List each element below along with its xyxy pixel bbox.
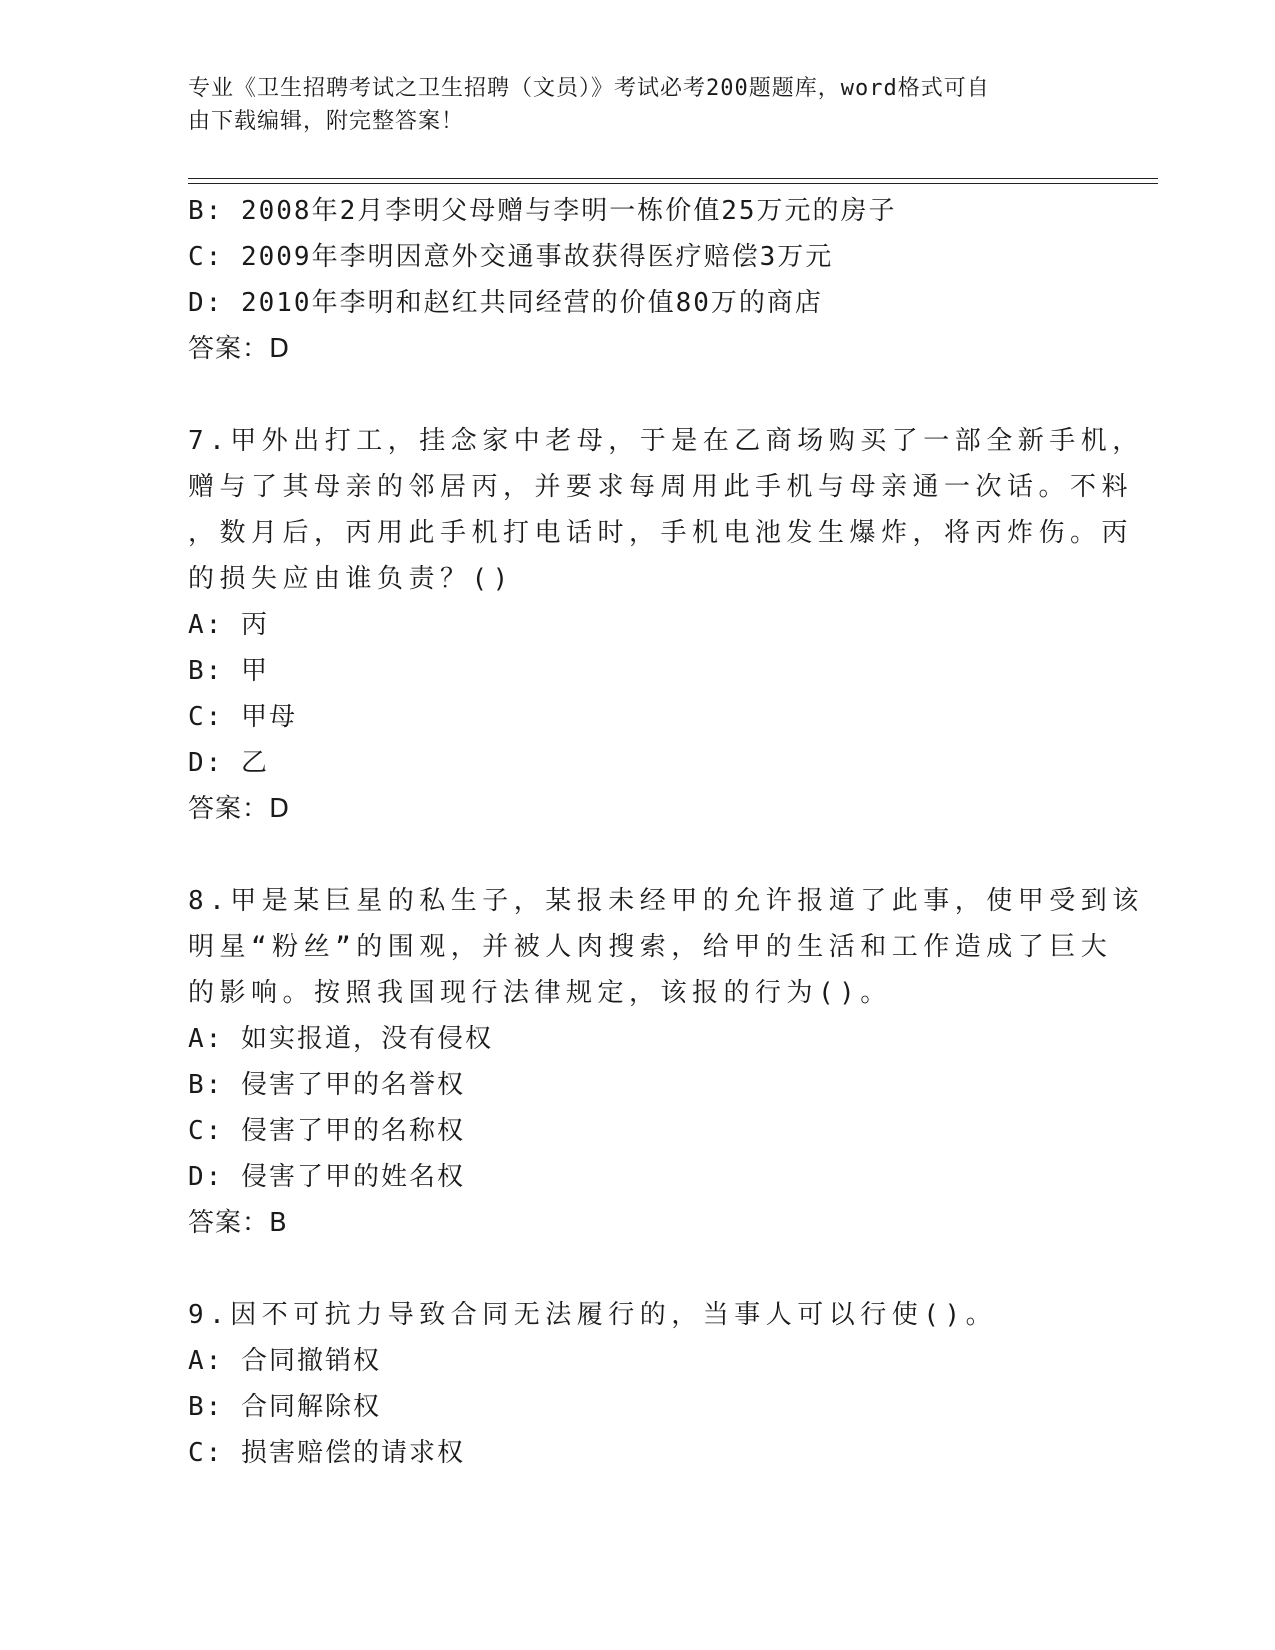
- question-stem-line: 的影响。按照我国现行法律规定，该报的行为()。: [188, 978, 892, 1008]
- option-c: C: 损害赔偿的请求权: [188, 1438, 465, 1468]
- question-stem-line: 赠与了其母亲的邻居丙，并要求每周用此手机与母亲通一次话。不料: [188, 472, 1134, 502]
- option-d: D: 乙: [188, 748, 269, 778]
- question-stem-line: ，数月后，丙用此手机打电话时，手机电池发生爆炸，将丙炸伤。丙: [188, 518, 1134, 548]
- option-c: C: 侵害了甲的名称权: [188, 1116, 465, 1146]
- option-b: B: 2008年2月李明父母赠与李明一栋价值25万元的房子: [188, 196, 897, 226]
- question-stem-line: 8.甲是某巨星的私生子，某报未经甲的允许报道了此事，使甲受到该: [188, 886, 1144, 916]
- header-divider-top: [188, 178, 1158, 179]
- question-8: [188, 878, 1144, 1246]
- option-b: B: 合同解除权: [188, 1392, 381, 1422]
- option-d: D: 侵害了甲的姓名权: [188, 1162, 465, 1192]
- answer-line: 答案：D: [188, 794, 291, 824]
- option-b: B: 侵害了甲的名誉权: [188, 1070, 465, 1100]
- question-9: [188, 1292, 1088, 1476]
- question-stem-line: 明星“粉丝”的围观，并被人肉搜索，给甲的生活和工作造成了巨大: [188, 932, 1113, 962]
- answer-line: 答案：D: [188, 334, 291, 364]
- option-a: A: 丙: [188, 610, 269, 640]
- question-stem-line: 7.甲外出打工，挂念家中老母，于是在乙商场购买了一部全新手机，: [188, 426, 1144, 456]
- header-divider-bottom: [188, 183, 1158, 184]
- question-7: [188, 418, 1144, 832]
- option-a: A: 合同撤销权: [188, 1346, 381, 1376]
- option-c: C: 2009年李明因意外交通事故获得医疗赔偿3万元: [188, 242, 834, 272]
- header-line-2: 由下载编辑，附完整答案！: [188, 109, 465, 134]
- option-b: B: 甲: [188, 656, 269, 686]
- document-header: [188, 72, 1088, 138]
- answer-line: 答案：B: [188, 1208, 288, 1238]
- option-a: A: 如实报道，没有侵权: [188, 1024, 493, 1054]
- spacer: [188, 372, 1088, 418]
- option-c: C: 甲母: [188, 702, 297, 732]
- question-stem-line: 9.因不可抗力导致合同无法履行的，当事人可以行使()。: [188, 1300, 998, 1330]
- spacer: [188, 832, 1088, 878]
- question-stem-line: 的损失应由谁负责？(): [188, 564, 514, 594]
- header-line-1: 专业《卫生招聘考试之卫生招聘（文员）》考试必考200题题库，word格式可自: [188, 76, 990, 101]
- question-content: [188, 188, 1144, 1476]
- spacer: [188, 1246, 1088, 1292]
- option-d: D: 2010年李明和赵红共同经营的价值80万的商店: [188, 288, 823, 318]
- question-6-tail: [188, 188, 1088, 372]
